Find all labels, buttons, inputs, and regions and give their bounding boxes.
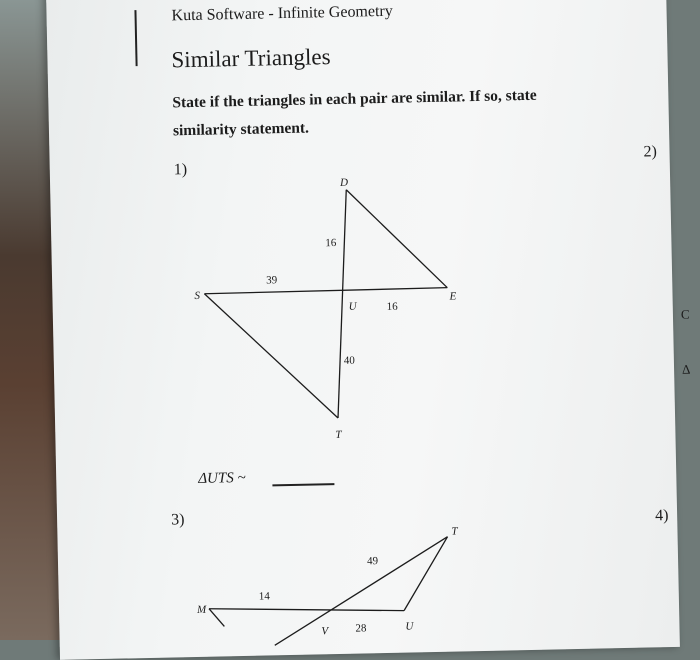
problem-number-3: 3) [170, 511, 185, 529]
vertex-e: E [449, 290, 457, 303]
vertex-u: U [348, 300, 357, 313]
problem-number-4: 4) [654, 507, 669, 525]
problem-number-1: 1) [173, 161, 188, 179]
length-du: 16 [325, 236, 337, 250]
worksheet-paper [46, 0, 691, 660]
vertex-m: M [196, 603, 207, 616]
segment-mv-lower [209, 608, 224, 626]
length-tv: 49 [366, 555, 379, 568]
similarity-statement: ΔUTS ~ [198, 469, 246, 487]
length-vu: 28 [355, 622, 367, 635]
length-ue: 16 [386, 300, 398, 313]
cut-off-letter-c: C [680, 306, 690, 322]
segment-de [346, 188, 447, 290]
vertex-d: D [339, 176, 349, 189]
instructions-line-2: similarity statement. [172, 119, 310, 140]
length-mv: 14 [258, 590, 270, 603]
instructions-line-1: State if the triangles in each pair are similar. If so, state [172, 86, 537, 112]
problem-number-2: 2) [643, 143, 658, 161]
segment-se [204, 288, 447, 294]
worksheet-title: Similar Triangles [171, 44, 331, 73]
vertex-s: S [194, 289, 201, 302]
vertex-u-fig3: U [405, 620, 414, 633]
segment-st [204, 291, 338, 421]
vertex-t-fig3: T [451, 525, 458, 538]
segment-tu [403, 537, 450, 611]
geometry-figures [46, 0, 700, 650]
figure-1 [202, 188, 450, 421]
length-su: 39 [266, 274, 278, 287]
segment-mu [209, 605, 404, 615]
vertex-t: T [335, 428, 342, 442]
publisher-line: Kuta Software - Infinite Geometry [171, 2, 393, 25]
vertex-v: V [321, 625, 329, 638]
cut-off-triangle-symbol: Δ [681, 361, 691, 377]
length-ut: 40 [343, 354, 355, 367]
